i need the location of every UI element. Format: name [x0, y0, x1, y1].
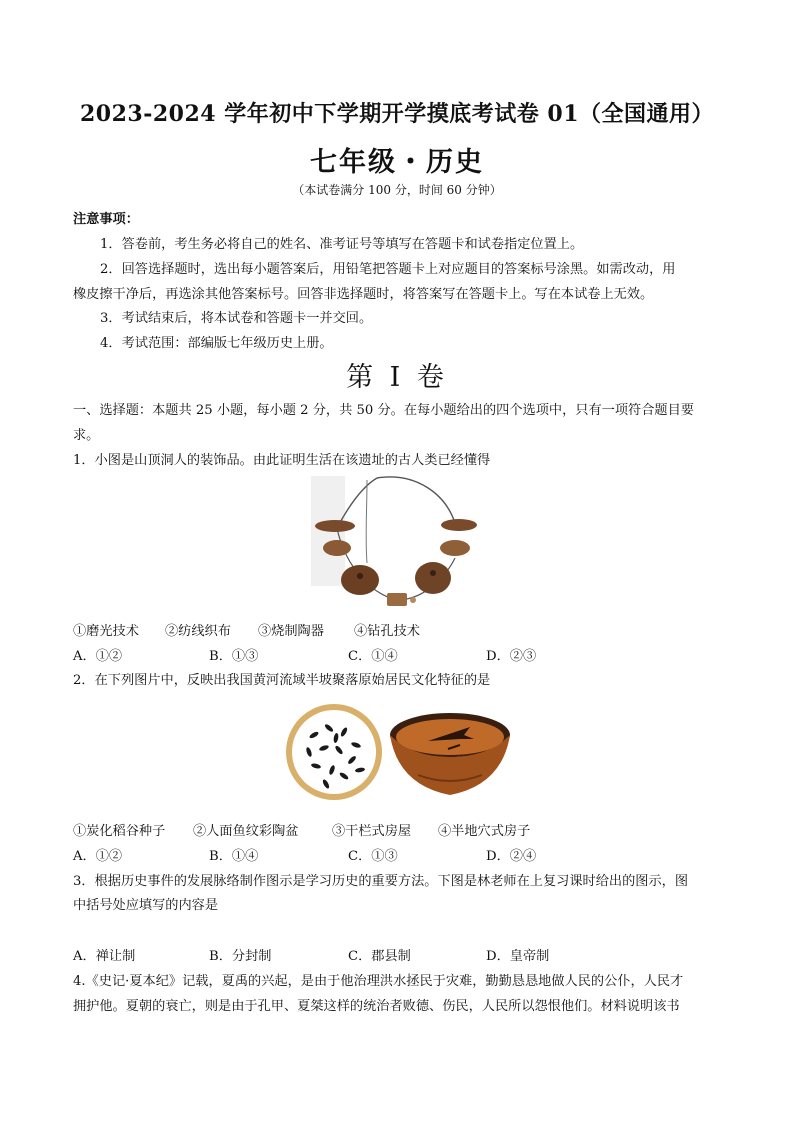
- necklace-figure: [305, 468, 505, 613]
- q1-option-b[interactable]: B．①③: [209, 649, 259, 664]
- notice-item-3: 3．考试结束后，将本试卷和答题卡一并交回。: [100, 311, 373, 326]
- notice-item-4: 4．考试范围：部编版七年级历史上册。: [100, 336, 333, 351]
- section-instruction: 一、选择题：本题共 25 小题，每小题 2 分，共 50 分。在每小题给出的四个选项中，只有一项符合题目要: [73, 403, 694, 418]
- q4-stem-cont: 拥护他。夏朝的衰亡，则是由于孔甲、夏桀这样的统治者败德、伤民，人民所以怨恨他们。材料说明该书: [73, 999, 680, 1014]
- q3-option-d[interactable]: D．皇帝制: [486, 949, 550, 964]
- q4-stem: 4.《史记·夏本纪》记载，夏禹的兴起，是由于他治理洪水拯民于灾难，勤勤恳恳地做人民的公仆，人民才: [73, 974, 684, 989]
- q2-stem: 2．在下列图片中，反映出我国黄河流域半坡聚落原始居民文化特征的是: [73, 673, 491, 688]
- q3-stem: 3．根据历史事件的发展脉络制作图示是学习历史的重要方法。下图是林老师在上复习课时给出的图示，图: [73, 874, 689, 889]
- q2-item-4: ④半地穴式房子: [438, 824, 531, 839]
- q2-option-b[interactable]: B．①④: [209, 849, 259, 864]
- carbonized-rice-figure: [284, 700, 384, 805]
- q1-item-3: ③烧制陶器: [258, 624, 324, 639]
- exam-note: （本试卷满分 100 分，时间 60 分钟）: [292, 183, 502, 197]
- q1-option-c[interactable]: C．①④: [348, 649, 398, 664]
- q2-option-c[interactable]: C．①③: [348, 849, 398, 864]
- q2-option-a[interactable]: A．①②: [73, 849, 123, 864]
- exam-subtitle: 七年级・历史: [310, 147, 484, 178]
- notice-item-2: 2．回答选择题时，选出每小题答案后，用铅笔把答题卡上对应题目的答案标号涂黑。如需改动，用: [100, 262, 676, 277]
- q3-option-a[interactable]: A．禅让制: [73, 949, 136, 964]
- q1-stem: 1．小图是山顶洞人的装饰品。由此证明生活在该遗址的古人类已经懂得: [73, 453, 491, 468]
- q1-option-d[interactable]: D．②③: [486, 649, 537, 664]
- section-title: 第 I 卷: [346, 362, 448, 393]
- q1-item-2: ②纺线织布: [165, 624, 231, 639]
- q3-option-c[interactable]: C．郡县制: [348, 949, 411, 964]
- q3-option-b[interactable]: B．分封制: [209, 949, 272, 964]
- q2-item-3: ③干栏式房屋: [332, 824, 412, 839]
- q2-item-2: ②人面鱼纹彩陶盆: [193, 824, 299, 839]
- exam-title: 2023-2024 学年初中下学期开学摸底考试卷 01（全国通用）: [79, 101, 715, 127]
- q1-item-4: ④钻孔技术: [354, 624, 420, 639]
- q2-option-d[interactable]: D．②④: [486, 849, 537, 864]
- notice-item-2-cont: 橡皮擦干净后，再选涂其他答案标号。回答非选择题时，将答案写在答题卡上。写在本试卷上无效。: [73, 287, 654, 302]
- q3-stem-cont: 中括号处应填写的内容是: [73, 898, 219, 913]
- q1-option-a[interactable]: A．①②: [73, 649, 123, 664]
- fish-pattern-basin-figure: [388, 705, 512, 800]
- q1-item-1: ①磨光技术: [73, 624, 139, 639]
- notice-heading: 注意事项：: [73, 212, 139, 227]
- section-instruction-cont: 求。: [73, 428, 100, 443]
- notice-item-1: 1．答卷前，考生务必将自己的姓名、准考证号等填写在答题卡和试卷指定位置上。: [100, 237, 584, 252]
- q2-item-1: ①炭化稻谷种子: [73, 824, 166, 839]
